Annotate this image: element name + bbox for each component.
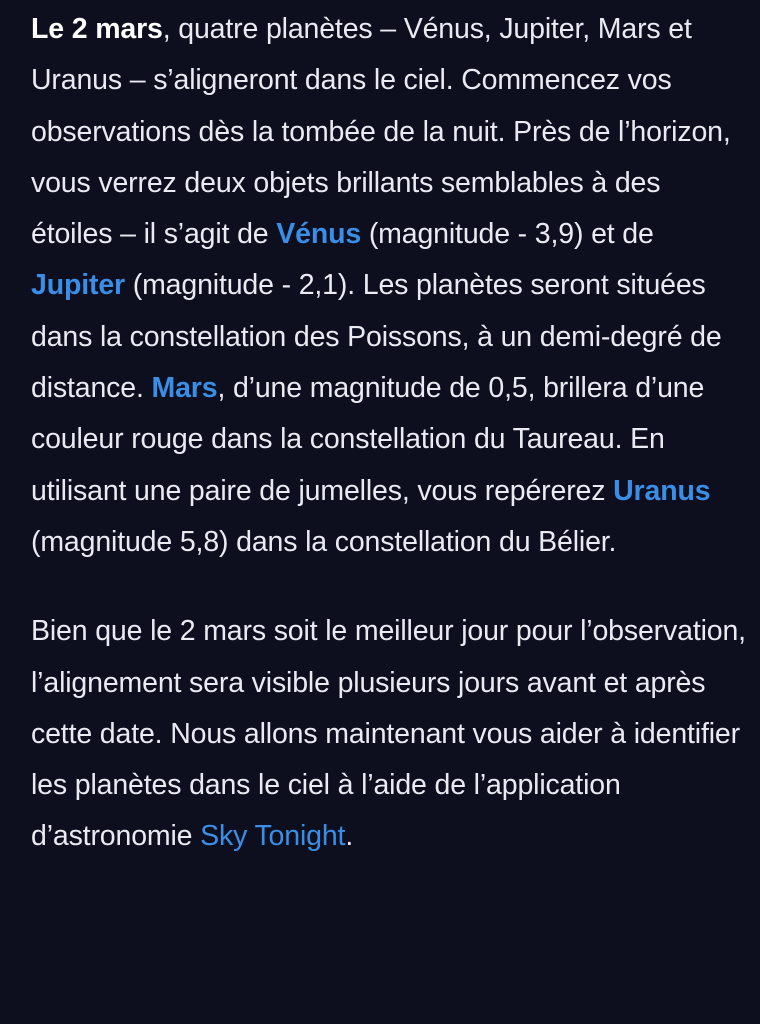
sky-tonight-link[interactable]: Sky Tonight	[200, 820, 346, 853]
text-segment: Bien que le 2 mars soit le meilleur jour pour l’observation, l’alignement sera visible plusieurs jours avant et après cette date. Nous allons maintenant vous aider à identifier les planètes dans le ciel à l’aide de l’application d’astronomie	[31, 615, 746, 853]
text-segment: , quatre planètes – Vénus, Jupiter, Mars et Uranus – s’aligneront dans le ciel. Commencez vos observations dès la tombée de la nuit. Près de l’horizon, vous verrez deux objets brillants semblables à des étoiles – il s’agit de	[31, 13, 731, 251]
text-segment: .	[345, 820, 354, 853]
text-segment: (magnitude 5,8) dans la constellation du Bélier.	[31, 525, 617, 558]
text-segment: (magnitude - 3,9) et de	[361, 218, 654, 251]
paragraph-visibility	[31, 606, 746, 862]
date-lead: Le 2 mars	[31, 13, 163, 45]
planet-mars-highlight: Mars	[151, 372, 218, 405]
paragraph-alignment-details	[31, 4, 746, 568]
planet-venus-highlight: Vénus	[276, 218, 362, 251]
planet-jupiter-highlight: Jupiter	[31, 269, 125, 302]
text-segment: (magnitude - 2,1). Les planètes seront situées dans la constellation des Poissons, à un demi-degré de distance.	[31, 269, 722, 405]
planet-uranus-highlight: Uranus	[613, 474, 711, 507]
text-segment: , d’une magnitude de 0,5, brillera d’une couleur rouge dans la constellation du Taureau. En utilisant une paire de jumelles, vous repérerez	[31, 372, 705, 507]
